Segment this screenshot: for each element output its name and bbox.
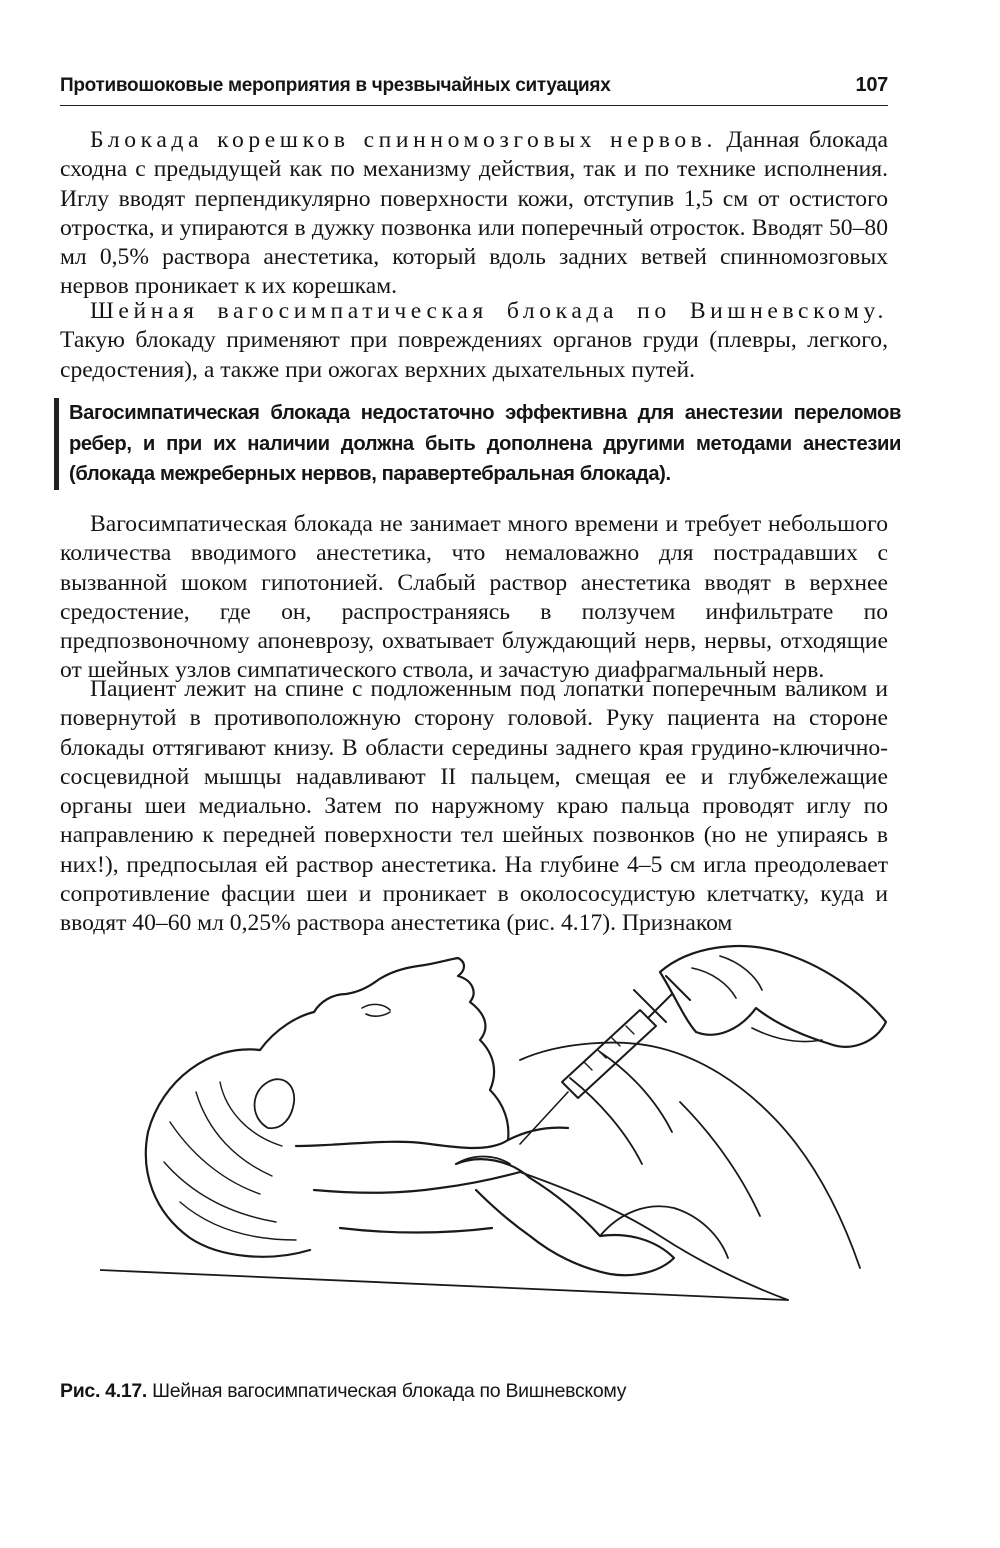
paragraph-text: Вагосимпатическая блокада не занимает много времени и требует небольшого количества вводимого анестетика, что немаловажно для пострадавших с вызванной шоком гипотонией. Слабый раствор анестетика вводят в верхнее средостение, где он, распространяясь в ползучем инфильтрате по предпозвоночному апоневрозу, охватывает блуждающий нерв, нервы, отходящие от шейных узлов симпатического ствола, и зачастую диафрагмальный нерв.	[60, 511, 888, 684]
page-number: 107	[855, 74, 888, 96]
syringe-barrel	[562, 1010, 656, 1098]
paragraph-text: Такую блокаду применяют при повреждениях органов груди (плевры, легкого, средостения), а также при ожогах верхних дыхательных путей.	[60, 327, 888, 383]
upper-glove-hand	[660, 946, 886, 1047]
callout-note	[54, 398, 901, 490]
paragraph-heading: Блокада корешков спинномозговых нервов.	[90, 127, 717, 153]
hair-strands	[164, 1082, 296, 1240]
figure-caption-label: Рис. 4.17.	[60, 1380, 148, 1402]
paragraph-text: Пациент лежит на спине с подложенным под лопатки поперечным валиком и повернутой в противоположную сторону головой. Руку пациента на стороне блокады оттягивают книзу. В области середины заднего края грудино-ключично-сосцевидной мышцы надавливают II пальцем, смещая ее и глубжележащие органы шеи медиально. Затем по наружному краю пальца проводят иглу по направлению к передней поверхности тел шейных позвонков (но не упираясь в них!), предпосылая ей раствор анестетика. На глубине 4–5 см игла преодолевает сопротивление фасции шеи и проникает в околососудистую клетчатку, куда и вводят 40–60 мл 0,25% раствора анестетика (рис. 4.17). Признаком	[60, 676, 888, 937]
figure-caption-text: Шейная вагосимпатическая блокада по Вишневскому	[152, 1380, 627, 1402]
vagosympathetic-block-illustration	[100, 932, 890, 1372]
paragraph-heading: Шейная вагосимпатическая блокада по Вишневскому.	[90, 298, 888, 324]
lower-glove-hand	[456, 1159, 674, 1275]
upper-glove-fingers	[692, 956, 822, 1042]
paragraph-technique	[60, 675, 888, 939]
running-header-title: Противошоковые мероприятия в чрезвычайных ситуациях	[60, 75, 611, 96]
callout-text: Вагосимпатическая блокада недостаточно эффективна для анестезии переломов ребер, и при их наличии должна быть дополнена другими методами анестезии (блокада межреберных нервов, паравертебральная блокада).	[69, 402, 901, 485]
ear	[255, 1079, 295, 1128]
table-line	[100, 1270, 788, 1300]
figure-caption	[60, 1380, 626, 1403]
paragraph-text: Данная блокада сходна с предыдущей как по механизму действия, так и по технике исполнения. Иглу вводят перпендикулярно поверхности кожи, отступив 1,5 см от остистого отростка, и упираются в дужку позвонка или поперечный отросток. Вводят 50–80 мл 0,5% раствора анестетика, который вдоль задних ветвей спинномозговых нервов проникает к их корешкам.	[60, 127, 888, 300]
clavicle	[508, 1128, 568, 1140]
face-profile	[260, 958, 508, 1140]
paragraph-vagosympathetic-intro	[60, 297, 888, 385]
eye	[362, 1004, 390, 1016]
needle	[520, 1092, 568, 1144]
neck-outline	[296, 1140, 520, 1233]
syringe-marks	[584, 1026, 634, 1070]
running-header	[60, 74, 888, 106]
syringe-plunger	[634, 976, 690, 1022]
paragraph-block-advantages	[60, 510, 888, 686]
paragraph-spinal-root-block	[60, 126, 888, 302]
figure-illustration	[100, 932, 890, 1372]
